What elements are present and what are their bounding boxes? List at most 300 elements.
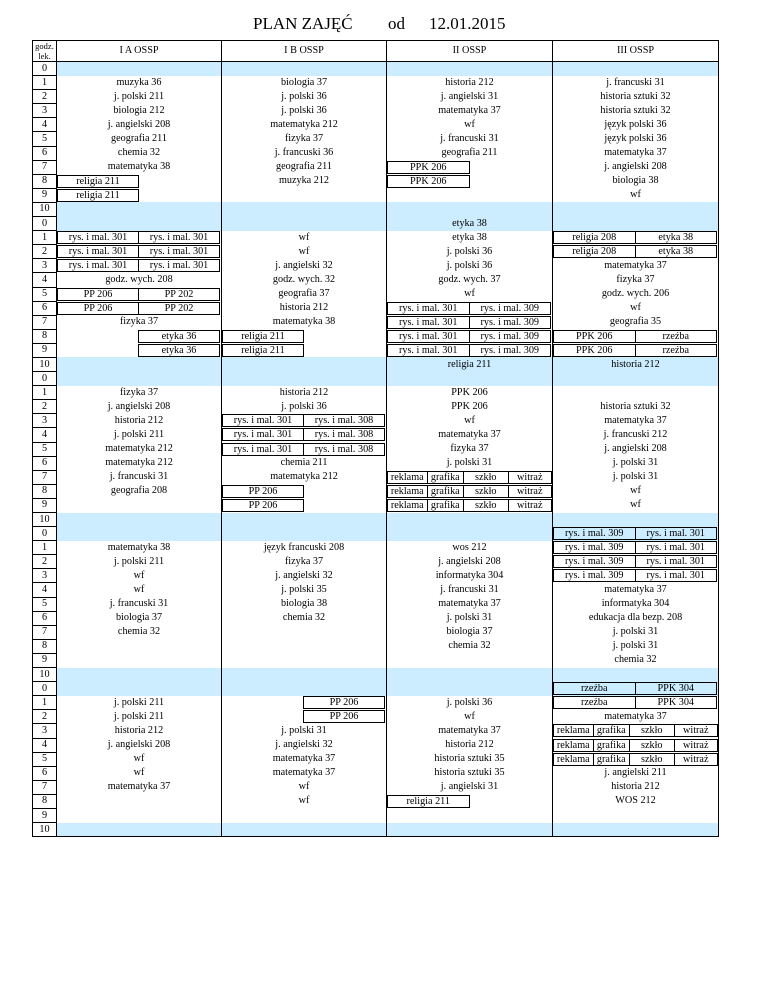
lesson-cell: j. polski 31 — [387, 456, 553, 470]
table-row — [33, 470, 719, 484]
lesson-cell — [387, 329, 553, 343]
lesson-number: 9 — [33, 343, 57, 357]
lesson-number: 6 — [33, 456, 57, 470]
lesson-cell — [553, 541, 719, 555]
table-row — [33, 710, 719, 724]
split-cell — [57, 175, 221, 188]
class-header-1: I A OSSP — [57, 41, 222, 62]
split-part: rzeźba — [553, 682, 636, 695]
lesson-cell: chemia 32 — [553, 653, 719, 667]
split-part: PPK 206 — [387, 175, 470, 188]
split-cell — [553, 753, 718, 766]
lesson-cell — [553, 245, 719, 259]
lesson-cell: godz. wych. 208 — [57, 273, 222, 287]
lesson-cell: j. francuski 31 — [57, 470, 222, 484]
table-row — [33, 808, 719, 822]
lesson-cell — [222, 343, 387, 357]
split-part: rys. i mal. 301 — [635, 527, 718, 540]
lesson-cell: matematyka 37 — [57, 780, 222, 794]
split-cell — [222, 696, 386, 709]
lesson-number: 5 — [33, 597, 57, 611]
lesson-cell — [222, 372, 387, 386]
split-cell — [553, 724, 718, 737]
date-label: 12.01.2015 — [429, 14, 506, 33]
lesson-header — [33, 41, 57, 62]
split-part: rys. i mal. 301 — [222, 414, 304, 427]
split-cell — [553, 330, 718, 343]
lesson-cell — [553, 343, 719, 357]
split-part: rys. i mal. 301 — [138, 259, 220, 272]
lesson-cell: j. angielski 208 — [57, 738, 222, 752]
lesson-number: 7 — [33, 625, 57, 639]
lesson-cell — [387, 808, 553, 822]
lesson-cell — [387, 484, 553, 498]
split-cell — [553, 245, 718, 258]
lesson-number: 5 — [33, 132, 57, 146]
lesson-cell: matematyka 37 — [387, 724, 553, 738]
lesson-cell: j. polski 31 — [553, 456, 719, 470]
lesson-cell: matematyka 212 — [57, 442, 222, 456]
lesson-cell — [222, 808, 387, 822]
split-part: religia 211 — [387, 795, 470, 808]
lesson-cell — [57, 794, 222, 808]
split-part: rys. i mal. 309 — [553, 555, 636, 568]
lesson-number: 2 — [33, 710, 57, 724]
lesson-cell: historia sztuki 35 — [387, 766, 553, 780]
lesson-cell — [387, 315, 553, 329]
lesson-cell: fizyka 37 — [387, 442, 553, 456]
lesson-cell: fizyka 37 — [57, 386, 222, 400]
lesson-cell: język francuski 208 — [222, 541, 387, 555]
lesson-cell: j. angielski 31 — [387, 780, 553, 794]
split-part: rys. i mal. 308 — [303, 414, 385, 427]
lesson-number: 2 — [33, 245, 57, 259]
lesson-cell: chemia 32 — [57, 625, 222, 639]
table-row — [33, 668, 719, 682]
lesson-cell: j. polski 211 — [57, 710, 222, 724]
split-part: PPK 206 — [553, 344, 636, 357]
table-row — [33, 343, 719, 357]
lesson-cell — [57, 329, 222, 343]
split-part: reklama — [553, 739, 594, 752]
lesson-cell: muzyka 36 — [57, 76, 222, 90]
lesson-cell — [222, 357, 387, 371]
lesson-cell: matematyka 37 — [387, 428, 553, 442]
split-part: religia 211 — [57, 175, 139, 188]
lesson-number: 2 — [33, 90, 57, 104]
split-part — [469, 795, 552, 808]
split-cell — [387, 161, 552, 174]
split-part: etyka 38 — [635, 231, 718, 244]
lesson-number: 9 — [33, 653, 57, 667]
lesson-cell: j. angielski 32 — [222, 259, 387, 273]
lesson-cell: biologia 212 — [57, 104, 222, 118]
split-part — [57, 344, 139, 357]
lesson-cell: historia sztuki 32 — [553, 400, 719, 414]
lesson-cell: wf — [222, 794, 387, 808]
lesson-number: 10 — [33, 823, 57, 837]
split-part: rys. i mal. 301 — [57, 231, 139, 244]
lesson-cell — [222, 823, 387, 837]
table-row — [33, 611, 719, 625]
lesson-cell: chemia 32 — [387, 639, 553, 653]
split-part: PP 206 — [303, 696, 385, 709]
split-part: rys. i mal. 301 — [387, 330, 470, 343]
lesson-cell: wf — [553, 188, 719, 202]
split-part: witraż — [508, 499, 552, 512]
table-row — [33, 118, 719, 132]
lesson-cell — [57, 188, 222, 202]
lesson-cell — [387, 301, 553, 315]
lesson-cell: godz. wych. 37 — [387, 273, 553, 287]
split-part: etyka 36 — [138, 330, 220, 343]
lesson-cell: WOS 212 — [553, 794, 719, 808]
table-row — [33, 823, 719, 837]
split-part: rys. i mal. 301 — [222, 443, 304, 456]
split-cell — [387, 795, 552, 808]
table-row — [33, 273, 719, 287]
split-part: rys. i mal. 301 — [635, 569, 718, 582]
split-cell — [387, 485, 552, 498]
split-part: rys. i mal. 301 — [222, 428, 304, 441]
table-row — [33, 696, 719, 710]
lesson-cell: matematyka 212 — [222, 118, 387, 132]
lesson-cell: geografia 37 — [222, 287, 387, 301]
lesson-cell: chemia 211 — [222, 456, 387, 470]
lesson-cell — [553, 724, 719, 738]
split-cell — [553, 739, 718, 752]
lesson-cell: j. polski 36 — [387, 259, 553, 273]
table-row — [33, 146, 719, 160]
lesson-cell: j. francuski 212 — [553, 428, 719, 442]
lesson-number: 3 — [33, 414, 57, 428]
lesson-number: 8 — [33, 794, 57, 808]
lesson-cell: matematyka 37 — [387, 597, 553, 611]
class-header-2: I B OSSP — [222, 41, 387, 62]
lesson-cell — [222, 625, 387, 639]
lesson-number: 1 — [33, 231, 57, 245]
split-part: witraż — [674, 724, 718, 737]
split-part: PP 206 — [222, 485, 304, 498]
split-cell — [553, 527, 718, 540]
lesson-number: 1 — [33, 76, 57, 90]
split-part: rys. i mal. 309 — [469, 344, 552, 357]
split-part: witraż — [674, 753, 718, 766]
lesson-number: 1 — [33, 696, 57, 710]
table-row — [33, 569, 719, 583]
lesson-cell: matematyka 37 — [387, 104, 553, 118]
split-part: rys. i mal. 308 — [303, 443, 385, 456]
plan-title: PLAN ZAJĘĆ — [253, 14, 353, 33]
table-row — [33, 541, 719, 555]
split-part: witraż — [674, 739, 718, 752]
lesson-cell: j. polski 31 — [553, 470, 719, 484]
lesson-cell: chemia 32 — [222, 611, 387, 625]
split-part — [57, 330, 139, 343]
split-part: grafika — [593, 739, 631, 752]
table-row — [33, 315, 719, 329]
schedule-table — [32, 40, 719, 837]
lesson-cell — [222, 484, 387, 498]
lesson-cell: historia 212 — [222, 301, 387, 315]
lesson-cell: j. francuski 31 — [553, 76, 719, 90]
lesson-cell: geografia 208 — [57, 484, 222, 498]
lesson-cell — [553, 569, 719, 583]
table-row — [33, 555, 719, 569]
lesson-cell — [387, 343, 553, 357]
lesson-cell: edukacja dla bezp. 208 — [553, 611, 719, 625]
lesson-cell: matematyka 212 — [57, 456, 222, 470]
lesson-cell — [553, 682, 719, 696]
table-row — [33, 738, 719, 752]
split-cell — [222, 330, 386, 343]
lesson-number: 6 — [33, 611, 57, 625]
table-row — [33, 653, 719, 667]
lesson-cell: wf — [222, 780, 387, 794]
split-cell — [57, 259, 221, 272]
lesson-number: 3 — [33, 104, 57, 118]
lesson-cell: fizyka 37 — [553, 273, 719, 287]
lesson-cell: godz. wych. 32 — [222, 273, 387, 287]
od-label: od — [388, 14, 405, 33]
split-part: rys. i mal. 301 — [387, 302, 470, 315]
lesson-cell — [387, 653, 553, 667]
split-cell — [387, 302, 552, 315]
lesson-cell — [57, 62, 222, 76]
lesson-cell: j. polski 211 — [57, 555, 222, 569]
lesson-cell — [553, 513, 719, 527]
lesson-cell — [57, 287, 222, 301]
split-part: rys. i mal. 309 — [553, 527, 636, 540]
lesson-cell: geografia 211 — [57, 132, 222, 146]
lesson-number: 0 — [33, 527, 57, 541]
table-row — [33, 104, 719, 118]
split-part: grafika — [427, 499, 465, 512]
split-part: reklama — [387, 499, 428, 512]
lesson-cell — [387, 498, 553, 512]
table-row — [33, 174, 719, 188]
lesson-cell — [222, 202, 387, 216]
page-title — [0, 14, 768, 36]
split-part: rzeźba — [635, 330, 718, 343]
lesson-cell — [222, 188, 387, 202]
lesson-cell — [387, 513, 553, 527]
lesson-cell: historia 212 — [553, 357, 719, 371]
split-part: PP 206 — [222, 499, 304, 512]
lesson-cell: j. francuski 31 — [387, 132, 553, 146]
lesson-cell: język polski 36 — [553, 118, 719, 132]
lesson-cell — [222, 696, 387, 710]
split-part: grafika — [593, 753, 631, 766]
split-part: rzeźba — [635, 344, 718, 357]
split-part: rys. i mal. 301 — [57, 259, 139, 272]
table-row — [33, 513, 719, 527]
lesson-cell — [57, 174, 222, 188]
table-row — [33, 498, 719, 512]
lesson-cell: j. polski 211 — [57, 90, 222, 104]
lesson-number: 1 — [33, 386, 57, 400]
split-cell — [222, 499, 386, 512]
lesson-cell: etyka 38 — [387, 217, 553, 231]
table-row — [33, 217, 719, 231]
lesson-cell: biologia 37 — [57, 611, 222, 625]
split-part: szkło — [463, 499, 508, 512]
lesson-cell: wf — [222, 231, 387, 245]
split-part: rys. i mal. 301 — [635, 541, 718, 554]
lesson-cell: matematyka 38 — [222, 315, 387, 329]
lesson-cell — [57, 682, 222, 696]
lesson-number: 1 — [33, 541, 57, 555]
lesson-cell — [222, 668, 387, 682]
lesson-cell: historia 212 — [387, 76, 553, 90]
lesson-cell — [553, 372, 719, 386]
lesson-cell — [57, 259, 222, 273]
lesson-cell — [553, 386, 719, 400]
table-row — [33, 287, 719, 301]
split-cell — [553, 696, 718, 709]
table-row — [33, 583, 719, 597]
split-cell — [222, 428, 386, 441]
lesson-number: 5 — [33, 287, 57, 301]
lesson-cell — [387, 527, 553, 541]
table-row — [33, 724, 719, 738]
lesson-cell: historia 212 — [553, 780, 719, 794]
split-cell — [57, 344, 221, 357]
lesson-cell — [553, 555, 719, 569]
lesson-cell: j. angielski 208 — [553, 442, 719, 456]
table-row — [33, 76, 719, 90]
lesson-number: 2 — [33, 400, 57, 414]
lesson-cell: wf — [553, 301, 719, 315]
table-row — [33, 301, 719, 315]
split-cell — [387, 330, 552, 343]
split-part — [469, 161, 552, 174]
lesson-cell: godz. wych. 206 — [553, 287, 719, 301]
lesson-number: 0 — [33, 62, 57, 76]
lesson-cell: j. polski 31 — [553, 639, 719, 653]
split-part: rys. i mal. 301 — [635, 555, 718, 568]
table-row — [33, 527, 719, 541]
lesson-number: 2 — [33, 555, 57, 569]
table-row — [33, 414, 719, 428]
split-cell — [222, 485, 386, 498]
lesson-cell: historia sztuki 32 — [553, 90, 719, 104]
lesson-cell: wf — [387, 118, 553, 132]
split-part — [222, 710, 304, 723]
split-part: witraż — [508, 485, 552, 498]
lesson-cell — [222, 639, 387, 653]
lesson-cell: fizyka 37 — [222, 132, 387, 146]
split-part: grafika — [427, 485, 465, 498]
split-part: szkło — [629, 724, 674, 737]
lesson-cell — [553, 668, 719, 682]
split-part: religia 208 — [553, 231, 636, 244]
lesson-cell — [57, 343, 222, 357]
lesson-cell: j. polski 36 — [387, 245, 553, 259]
split-cell — [57, 189, 221, 202]
split-part: religia 208 — [553, 245, 636, 258]
split-part: grafika — [427, 471, 465, 484]
split-cell — [387, 344, 552, 357]
split-cell — [387, 316, 552, 329]
lesson-cell: wf — [57, 752, 222, 766]
split-part: rys. i mal. 301 — [387, 344, 470, 357]
split-part: religia 211 — [57, 189, 139, 202]
table-row — [33, 231, 719, 245]
lesson-cell: biologia 38 — [222, 597, 387, 611]
split-cell — [57, 330, 221, 343]
lesson-cell: matematyka 37 — [553, 259, 719, 273]
table-row — [33, 400, 719, 414]
split-cell — [222, 710, 386, 723]
lesson-cell: j. francuski 36 — [222, 146, 387, 160]
lesson-number: 7 — [33, 780, 57, 794]
table-row — [33, 90, 719, 104]
table-row — [33, 259, 719, 273]
split-cell — [222, 344, 386, 357]
lesson-cell: j. polski 211 — [57, 696, 222, 710]
lesson-cell — [222, 527, 387, 541]
split-part: PPK 304 — [635, 682, 718, 695]
split-part: PPK 206 — [553, 330, 636, 343]
lesson-cell: j. angielski 31 — [387, 90, 553, 104]
table-row — [33, 766, 719, 780]
lesson-cell — [57, 639, 222, 653]
lesson-cell — [387, 160, 553, 174]
split-cell — [553, 682, 718, 695]
table-row — [33, 329, 719, 343]
lesson-cell: biologia 37 — [222, 76, 387, 90]
lesson-cell: chemia 32 — [57, 146, 222, 160]
lesson-cell: wf — [387, 414, 553, 428]
split-part: szkło — [463, 471, 508, 484]
lesson-cell — [57, 808, 222, 822]
lesson-cell: historia sztuki 32 — [553, 104, 719, 118]
lesson-number: 4 — [33, 738, 57, 752]
lesson-number: 7 — [33, 315, 57, 329]
split-part: szkło — [463, 485, 508, 498]
table-row — [33, 456, 719, 470]
split-cell — [57, 288, 221, 301]
lesson-cell: historia 212 — [387, 738, 553, 752]
lesson-cell — [222, 217, 387, 231]
table-row — [33, 428, 719, 442]
lesson-cell: matematyka 37 — [553, 414, 719, 428]
lesson-cell: j. polski 36 — [222, 90, 387, 104]
lesson-number: 10 — [33, 668, 57, 682]
lesson-number: 0 — [33, 217, 57, 231]
split-part — [138, 189, 220, 202]
lesson-number: 10 — [33, 202, 57, 216]
split-cell — [57, 245, 221, 258]
table-row — [33, 357, 719, 371]
split-part: religia 211 — [222, 330, 304, 343]
lesson-cell — [553, 696, 719, 710]
lesson-number: 4 — [33, 428, 57, 442]
lesson-cell — [57, 357, 222, 371]
lesson-cell: wf — [57, 766, 222, 780]
split-part: rys. i mal. 309 — [553, 541, 636, 554]
lesson-number: 6 — [33, 301, 57, 315]
table-row — [33, 202, 719, 216]
lesson-number: 3 — [33, 724, 57, 738]
lesson-cell — [222, 710, 387, 724]
split-part: PPK 304 — [635, 696, 718, 709]
lesson-cell: matematyka 37 — [553, 583, 719, 597]
lesson-number: 0 — [33, 682, 57, 696]
split-part: PP 202 — [138, 302, 220, 315]
split-part — [303, 485, 385, 498]
